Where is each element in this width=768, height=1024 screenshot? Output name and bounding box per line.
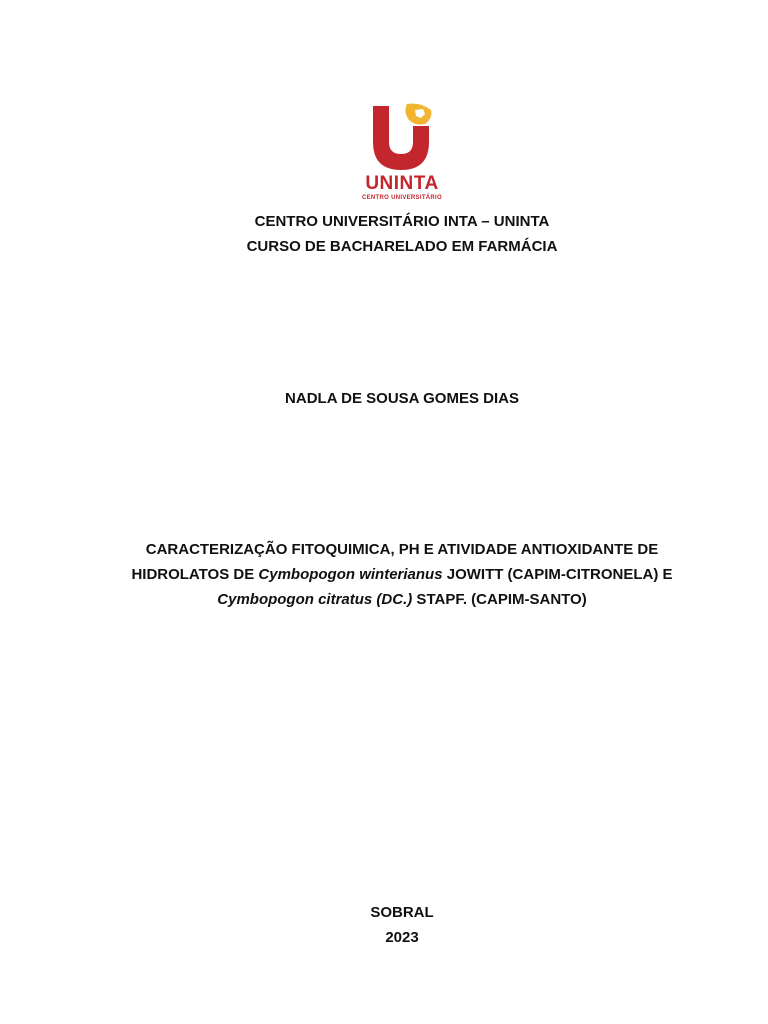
institution-name: CENTRO UNIVERSITÁRIO INTA – UNINTA [254,213,550,230]
course-name: CURSO DE BACHARELADO EM FARMÁCIA [246,238,558,255]
title-line-3 [0,590,768,610]
uninta-logo [355,100,449,204]
title-species-winterianus: Cymbopogon winterianus [258,566,443,583]
logo-wordmark: UNINTA [365,173,439,194]
author-name: NADLA DE SOUSA GOMES DIAS [285,390,519,407]
title-species-citratus: Cymbopogon citratus (DC.) [217,591,413,608]
title-line-2 [0,565,768,585]
title-line-3-suffix: STAPF. (CAPIM-SANTO) [412,591,587,608]
year: 2023 [385,929,419,946]
title-line-2-prefix: HIDROLATOS DE [131,566,259,583]
logo-subtitle: CENTRO UNIVERSITÁRIO [361,195,442,201]
city: SOBRAL [370,904,434,921]
title-line-2-suffix: JOWITT (CAPIM-CITRONELA) E [442,566,673,583]
uninta-logo-icon [355,100,449,174]
title-line-1: CARACTERIZAÇÃO FITOQUIMICA, PH E ATIVIDADE ANTIOXIDANTE DE [145,541,659,558]
